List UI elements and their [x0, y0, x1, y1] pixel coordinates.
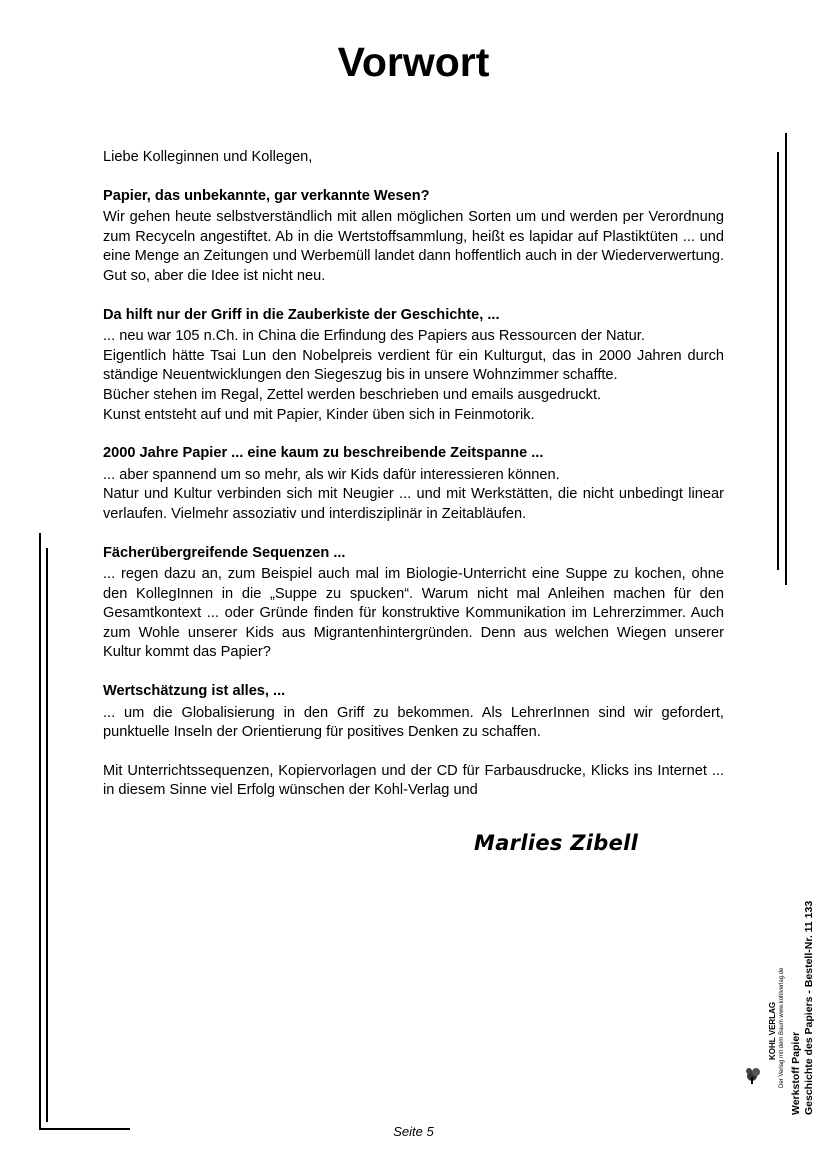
section-2000-jahre: [103, 444, 724, 524]
section-wertschaetzung: [103, 682, 724, 743]
section-paragraph: Kunst entsteht auf und mit Papier, Kinder üben sich in Feinmotorik.: [103, 406, 535, 423]
product-info: [790, 901, 816, 1115]
frame-line-left-outer: [39, 533, 41, 1130]
document-body: [103, 148, 724, 801]
frame-line-left-inner: [46, 548, 48, 1122]
frame-line-right-outer: [785, 133, 787, 585]
page-number: Seite 5: [393, 1124, 434, 1139]
section-heading: Papier, das unbekannte, gar verkannte Wesen?: [103, 187, 430, 204]
section-sequenzen: [103, 544, 724, 664]
section-paragraph: Natur und Kultur verbinden sich mit Neugier ... und mit Werkstätten, die nicht unbedingt linear verlaufen. Vielmehr assoziativ und interdisziplinär in Zeitabläufen.: [103, 486, 724, 522]
section-paragraph: ... regen dazu an, zum Beispiel auch mal im Biologie-Unterricht eine Suppe zu kochen, ohne den KollegInnen in die „Suppe zu spucken“. Warum nicht mal Anleihen machen für den Gesamtkontext ... oder Gründe finden für konstruktive Kommunikation im Lehrerzimmer. Auch zum Wohle unserer Kids aus Migrantenhintergründen. Denn aus welchen Wiegen unserer Kultur kommt das Papier?: [103, 566, 724, 661]
section-papier: [103, 187, 724, 287]
section-paragraph: ... um die Globalisierung in den Griff zu bekommen. Als LehrerInnen sind wir gefordert, punktuelle Inseln der Orientierung für positives Denken zu schaffen.: [103, 704, 724, 741]
section-heading: Da hilft nur der Griff in die Zauberkiste der Geschichte, ...: [103, 306, 500, 323]
closing-paragraph: Mit Unterrichtssequenzen, Kopiervorlagen und der CD für Farbausdrucke, Klicks ins Internet ... in diesem Sinne viel Erfolg wünschen der Kohl-Verlag und: [103, 762, 724, 799]
section-heading: Fächerübergreifende Sequenzen ...: [103, 544, 346, 561]
section-heading: 2000 Jahre Papier ... eine kaum zu beschreibende Zeitspanne ...: [103, 445, 544, 462]
frame-line-right-inner: [777, 152, 779, 570]
section-heading: Wertschätzung ist alles, ...: [103, 683, 286, 700]
section-paragraph: Wir gehen heute selbstverständlich mit allen möglichen Sorten um und werden per Verordnung zum Recyceln angestiftet. Ab in die Wertstoffsammlung, heißt es lapidar auf Plastiktüten ... und eine Menge an Zeitungen und Werbemüll landet dann hoffentlich auch in der Wiederverwertung. Gut so, aber die Idee ist nicht neu.: [103, 209, 724, 284]
product-title: Werkstoff Papier: [790, 1031, 802, 1115]
publisher-tagline: Der Verlag mit dem Baum: [779, 1019, 785, 1088]
product-order-number: Geschichte des Papiers - Bestell-Nr. 11 133: [803, 900, 815, 1115]
section-paragraph: Bücher stehen im Regal, Zettel werden beschrieben und emails ausgedruckt.: [103, 386, 602, 403]
publisher-brand: KOHL VERLAG: [768, 1001, 777, 1060]
publisher-url: www.kohlverlag.de: [779, 967, 785, 1018]
signature: Marlies Zibell: [474, 831, 639, 855]
section-paragraph: ... aber spannend um so mehr, als wir Kids dafür interessieren können.: [103, 466, 560, 483]
section-zauberkiste: [103, 306, 724, 426]
section-paragraph: ... neu war 105 n.Ch. in China die Erfindung des Papiers aus Ressourcen der Natur.: [103, 328, 645, 345]
section-paragraph: Eigentlich hätte Tsai Lun den Nobelpreis verdient für ein Kulturgut, das in 2000 Jahren durch ständige Neuentwicklungen den Siegeszug bis in unsere Wohnzimmer schaffte.: [103, 347, 724, 384]
salutation: Liebe Kolleginnen und Kollegen,: [103, 149, 313, 165]
publisher-tagline-block: [778, 968, 786, 1088]
page-title: Vorwort: [337, 39, 490, 85]
